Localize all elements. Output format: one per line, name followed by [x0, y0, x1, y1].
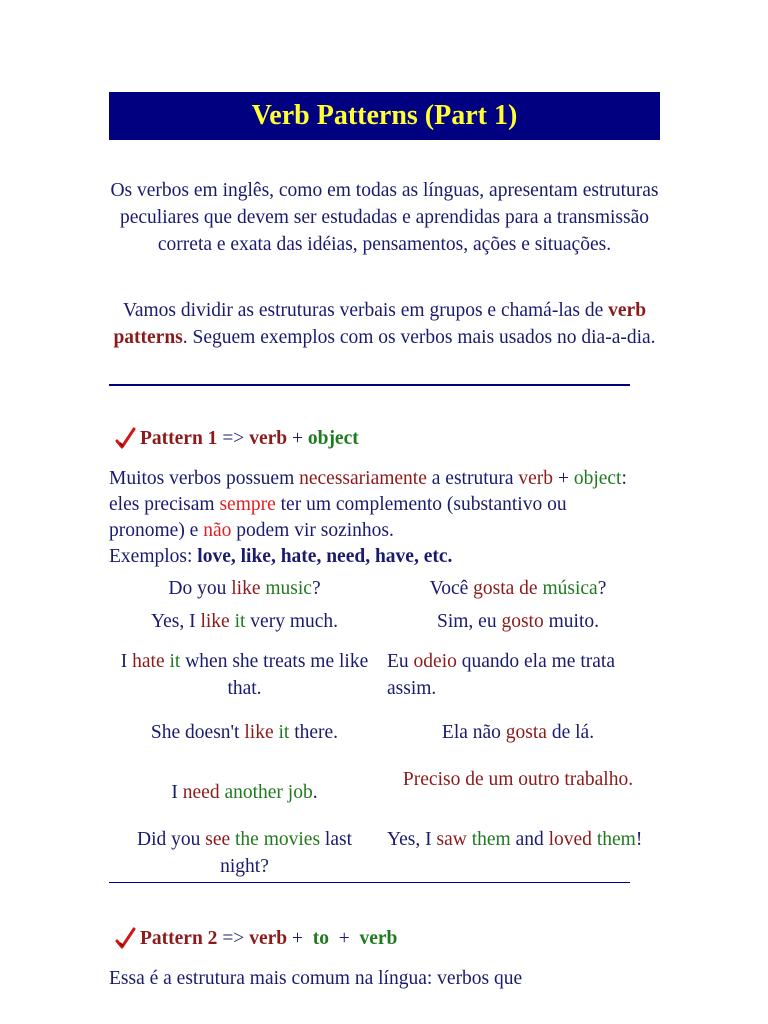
verb-word: like: [244, 722, 274, 743]
text: ter um complemento (substantivo ou pronome) e: [109, 494, 567, 541]
pattern-1-heading: [114, 426, 359, 450]
example-pt-6: [387, 826, 649, 853]
intro-text: Vamos dividir as estruturas verbais em grupos e chamá-las de: [122, 300, 609, 321]
verb-word: gosta de: [473, 578, 538, 599]
to-term: to: [312, 928, 329, 949]
text: last night?: [220, 829, 353, 877]
text: necessariamente: [299, 468, 427, 489]
intro-paragraph-2: [109, 297, 660, 351]
example-pt-2: [387, 608, 649, 635]
red-check-icon: [114, 926, 138, 950]
text: very much.: [245, 611, 339, 632]
example-pt-1: [387, 575, 649, 602]
example-en-3: [111, 648, 378, 702]
object-word: the movies: [235, 829, 321, 850]
intro-text: . Seguem exemplos com os verbos mais usados no dia-a-dia.: [182, 327, 656, 348]
verb-term: verb: [249, 928, 288, 949]
verb-term: verb: [249, 428, 288, 449]
text: Exemplos:: [109, 546, 198, 567]
object-word: it: [278, 722, 290, 743]
text: Did you: [136, 829, 206, 850]
object-word: música: [542, 578, 598, 599]
object-word: another job: [224, 782, 313, 803]
verb-term-2: verb: [359, 928, 398, 949]
verb-word: like: [200, 611, 230, 632]
pattern-label: Pattern 2: [140, 928, 218, 949]
text: a estrutura: [426, 468, 519, 489]
plus: +: [338, 928, 350, 949]
verb-word: gosto: [501, 611, 544, 632]
arrow: =>: [222, 928, 245, 949]
text: muito.: [543, 611, 599, 632]
example-en-1: [111, 575, 378, 602]
pattern-label: Pattern 1: [140, 428, 218, 449]
verb-word: like: [231, 578, 261, 599]
text: Do you: [168, 578, 232, 599]
text: Eu: [387, 651, 414, 672]
text: de lá.: [546, 722, 595, 743]
text: : eles precisam: [109, 468, 627, 515]
text: there.: [289, 722, 339, 743]
text: podem vir sozinhos.: [231, 520, 394, 541]
text: and: [510, 829, 549, 850]
page-title: Verb Patterns (Part 1): [109, 92, 660, 140]
object-term: object: [307, 428, 359, 449]
pattern-2-heading: [114, 926, 397, 950]
object-word: it: [234, 611, 246, 632]
text: sempre: [219, 494, 276, 515]
verb-word: Preciso de: [402, 769, 489, 790]
intro-paragraph-1: Os verbos em inglês, como em todas as línguas, apresentam estruturas peculiares que devem ser estudadas e aprendidas para a transmissão correta e exata das idéias, pensamentos, ações e situações.: [110, 180, 659, 255]
verb-word: gosta: [505, 722, 547, 743]
example-pt-5: [387, 766, 649, 793]
example-en-6: [111, 826, 378, 880]
text: ?: [311, 578, 321, 599]
verb-word: saw: [436, 829, 467, 850]
text: when she treats me like that.: [180, 651, 369, 699]
plus: +: [291, 928, 303, 949]
text: Ela não: [441, 722, 506, 743]
text: !: [635, 829, 643, 850]
plus: +: [291, 428, 303, 449]
text: .: [312, 782, 318, 803]
object-word: music: [265, 578, 312, 599]
example-en-2: [111, 608, 378, 635]
object-word: them: [596, 829, 636, 850]
verb-word: hate: [132, 651, 165, 672]
example-en-5: [111, 779, 378, 806]
text: .: [628, 769, 634, 790]
text: I: [120, 651, 133, 672]
text: verb: [518, 468, 554, 489]
object-word: it: [169, 651, 181, 672]
arrow: =>: [222, 428, 245, 449]
example-pt-3: [387, 648, 649, 702]
text: She doesn't: [150, 722, 245, 743]
divider: [109, 384, 630, 386]
verb-patterns-term: verb patterns: [113, 300, 647, 348]
text: quando ela me trata assim.: [387, 651, 615, 699]
example-pt-4: [387, 719, 649, 746]
text: Muitos verbos possuem: [109, 468, 300, 489]
text: não: [203, 520, 232, 541]
text: Yes, I: [387, 829, 437, 850]
verb-word: see: [205, 829, 231, 850]
verb-word: need: [182, 782, 220, 803]
text: I: [171, 782, 183, 803]
text: object: [573, 468, 622, 489]
divider: [109, 882, 630, 883]
red-check-icon: [114, 426, 138, 450]
examples-list: love, like, hate, need, have, etc.: [197, 546, 453, 567]
example-en-4: [111, 719, 378, 746]
pattern-2-description: Essa é a estrutura mais comum na língua: verbos que: [109, 968, 523, 989]
pattern-1-description: [109, 466, 639, 570]
text: +: [553, 468, 574, 489]
text: Sim, eu: [437, 611, 502, 632]
text: Yes, I: [150, 611, 201, 632]
verb-word: loved: [548, 829, 592, 850]
object-word: them: [471, 829, 511, 850]
object-word: um outro trabalho: [488, 769, 629, 790]
text: ?: [597, 578, 607, 599]
text: Você: [429, 578, 474, 599]
verb-word: odeio: [413, 651, 457, 672]
